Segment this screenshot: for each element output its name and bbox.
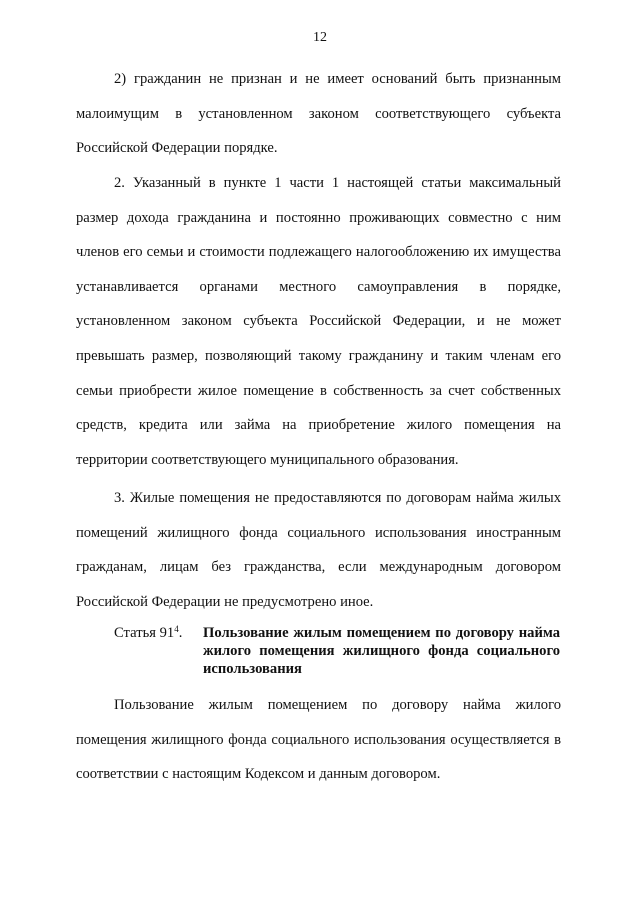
paragraph-item-2	[76, 62, 561, 166]
article-superscript: 4	[174, 624, 179, 634]
paragraph-part-3	[76, 481, 561, 619]
article-label-suffix: .	[178, 625, 183, 641]
article-number	[114, 624, 182, 642]
article-body-text: Пользование жилым помещением по договору найма жилого помещения жилищного фонда социального использования осуществляется в соответствии с настоящим Кодексом и данным договором.	[76, 697, 561, 783]
page-number: 12	[313, 30, 327, 45]
article-body	[76, 688, 561, 792]
paragraph-part-2-text: 2. Указанный в пункте 1 части 1 настоящей статьи максимальный размер дохода гражданина и постоянно проживающих совместно с ним членов его семьи и стоимости подлежащего налогообложению их имущества устанавливается органами местного самоуправления в порядке, установленном законом субъекта Российской Федерации, и не может превышать размер, позволяющий такому гражданину и таким членам его семьи приобрести жилое помещение в собственность за счет собственных средств, кредита или займа на приобретение жилого помещения на территории соответствующего муниципального образования.	[76, 175, 561, 468]
paragraph-part-3-text: 3. Жилые помещения не предоставляются по договорам найма жилых помещений жилищного фонда социального использования иностранным гражданам, лицам без гражданства, если международным договором Российской Федерации не предусмотрено иное.	[76, 490, 561, 610]
article-title: Пользование жилым помещением по договору найма жилого помещения жилищного фонда социального использования	[203, 625, 560, 677]
paragraph-item-2-text: 2) гражданин не признан и не имеет оснований быть признанным малоимущим в установленном законом соответствующего субъекта Российской Федерации порядке.	[76, 71, 561, 157]
article-label-text: Статья 91	[114, 625, 175, 641]
paragraph-part-2	[76, 166, 561, 477]
